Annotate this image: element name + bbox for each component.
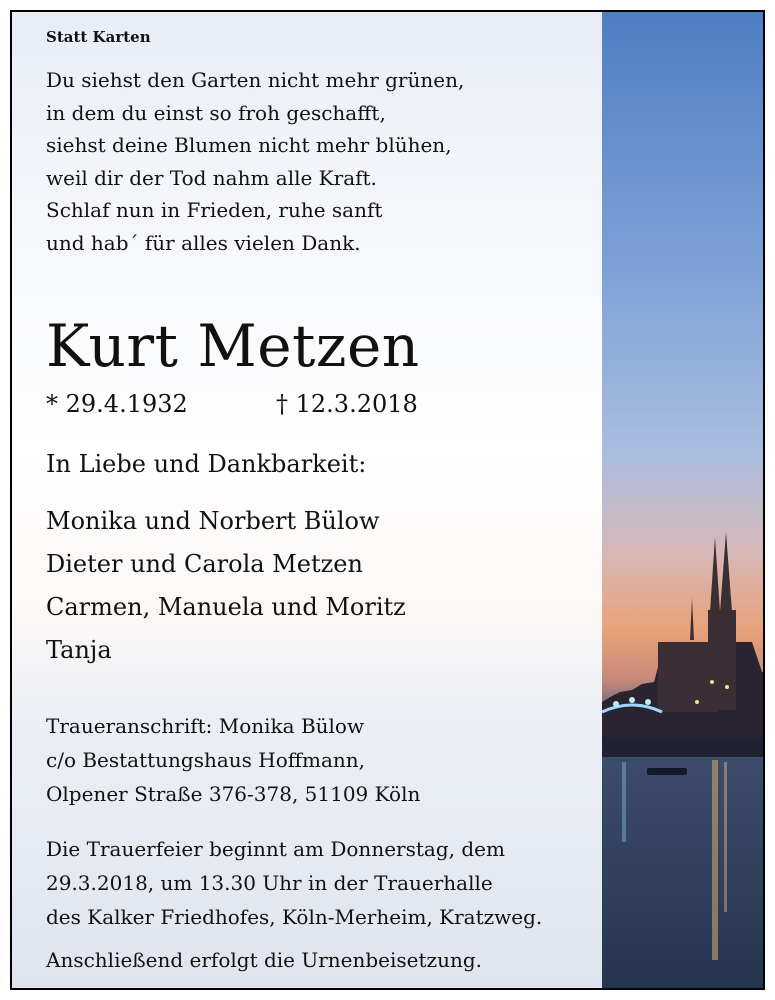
funeral-line: des Kalker Friedhofes, Köln-Merheim, Kratzweg. [46,905,543,929]
mourning-address [46,709,420,811]
poem-line: in dem du einst so froh geschafft, [46,100,386,125]
birth-date: * 29.4.1932 [46,390,188,418]
life-dates [46,390,418,418]
obituary-notice [10,10,765,990]
mourner: Tanja [46,636,112,664]
poem-line: und hab´ für alles vielen Dank. [46,230,361,255]
mourner: Dieter und Carola Metzen [46,550,363,578]
death-date: † 12.3.2018 [276,390,418,418]
deceased-name: Kurt Metzen [46,312,420,380]
burial-note: Anschließend erfolgt die Urnenbeisetzung. [46,948,483,972]
mourner: Carmen, Manuela und Moritz [46,593,406,621]
funeral-details [46,832,542,934]
poem-line: siehst deine Blumen nicht mehr blühen, [46,133,452,157]
poem-line: Schlaf nun in Frieden, ruhe sanft [46,198,383,222]
funeral-line: Die Trauerfeier beginnt am Donnerstag, dem [46,837,505,861]
poem-line: weil dir der Tod nahm alle Kraft. [46,165,377,190]
mourner: Monika und Norbert Bülow [46,507,380,535]
address-line: Olpener Straße 376-378, 51109 Köln [46,782,421,806]
address-line: c/o Bestattungshaus Hoffmann, [46,748,366,772]
mourners-list [46,500,406,672]
address-line: Traueranschrift: Monika Bülow [46,714,365,738]
mourners-intro: In Liebe und Dankbarkeit: [46,450,367,478]
heading: Statt Karten [46,28,151,46]
poem [46,64,464,259]
cologne-cathedral-photo [602,12,765,988]
funeral-line: 29.3.2018, um 13.30 Uhr in der Trauerhalle [46,871,493,895]
poem-line: Du siehst den Garten nicht mehr grünen, [46,68,465,92]
